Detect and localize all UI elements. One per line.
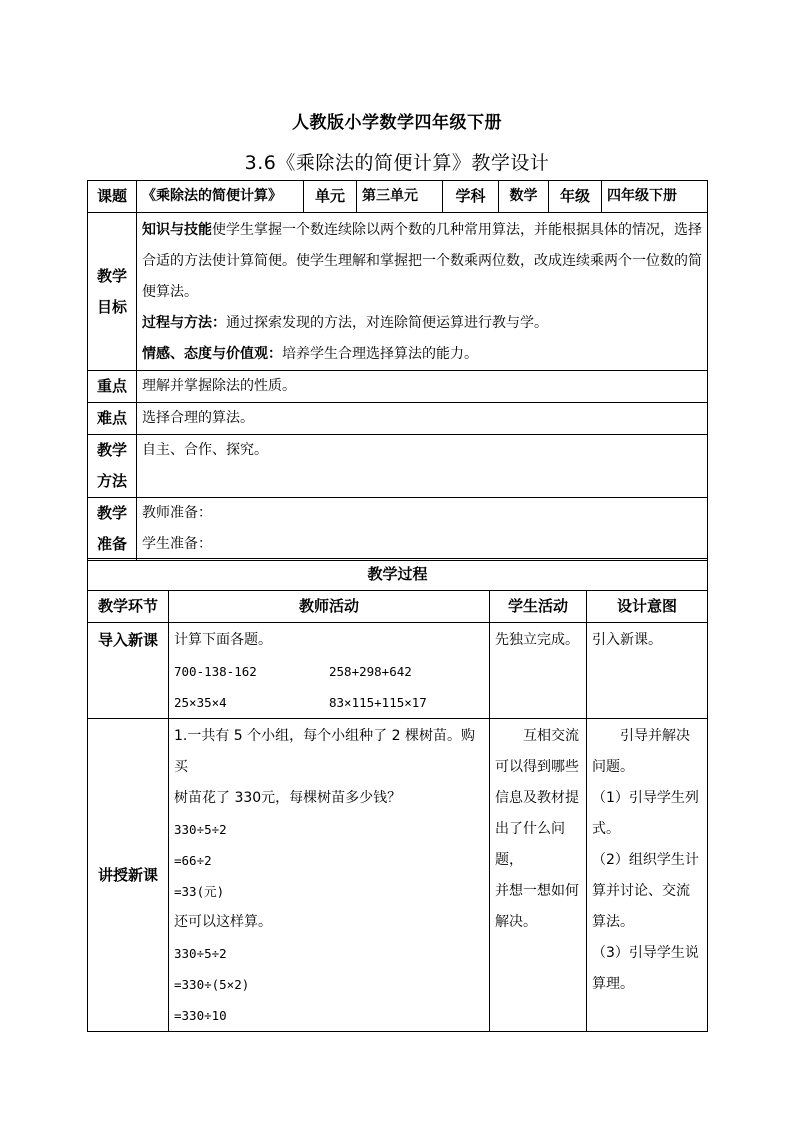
intro-teacher-activity: [169, 623, 490, 719]
lecture-teacher-line: 1.一共有 5 个小组，每个小组种了 2 棵树苗。购买: [174, 728, 475, 775]
goals-label: 教学 目标: [88, 213, 137, 371]
method-row: [88, 435, 708, 498]
lecture-intent-line: （1）引导学生列: [592, 790, 699, 806]
key-point-row: [88, 371, 708, 403]
intro-intent: 引入新课。: [587, 623, 708, 719]
difficulty-row: [88, 403, 708, 435]
lecture-student-line: 并想一想如何: [495, 883, 579, 899]
lecture-teacher-activity: [169, 719, 490, 1032]
lesson-info-table: [87, 180, 708, 561]
goals-row: [88, 213, 708, 371]
key-point-text: 理解并掌握除法的性质。: [137, 371, 708, 403]
subject-label: 学科: [443, 181, 499, 213]
header-row: [88, 181, 708, 213]
lecture-intent-line: 式。: [592, 821, 620, 837]
col-teacher-header: 教师活动: [169, 591, 490, 623]
lecture-row: [88, 719, 708, 1032]
col-stage-header: 教学环节: [88, 591, 169, 623]
lecture-intent-line: 算法。: [592, 914, 634, 930]
intro-expr-row-1: 700-138-162 258+298+642: [174, 664, 412, 679]
teacher-prep: 教师准备：: [142, 505, 212, 521]
lecture-teacher-line: =33(元): [174, 884, 225, 899]
document-title: 人教版小学数学四年级下册: [292, 113, 502, 133]
lecture-student-activity: [490, 719, 587, 1032]
lecture-student-line: 出了什么问题，: [495, 821, 565, 868]
lecture-teacher-line: 330÷5÷2: [174, 946, 227, 961]
method-text: 自主、合作、探究。: [137, 435, 708, 498]
goals-content: [137, 213, 708, 371]
topic-value: 《乘除法的简便计算》: [137, 181, 304, 213]
unit-value: 第三单元: [357, 181, 443, 213]
process-goal: 过程与方法：通过探索发现的方法，对连除简便运算进行教与学。: [142, 315, 548, 331]
grade-label: 年级: [549, 181, 602, 213]
grade-value: 四年级下册: [602, 181, 708, 213]
lecture-student-line: 解决。: [495, 914, 537, 930]
lecture-teacher-line: =330÷(5×2): [174, 977, 250, 992]
process-section-title: 教学过程: [88, 559, 708, 591]
difficulty-text: 选择合理的算法。: [137, 403, 708, 435]
col-student-header: 学生活动: [490, 591, 587, 623]
lecture-stage: 讲授新课: [88, 719, 169, 1032]
difficulty-label: 难点: [88, 403, 137, 435]
lecture-teacher-line: 树苗花了 330元，每棵树苗多少钱？: [174, 790, 402, 806]
col-intent-header: 设计意图: [587, 591, 708, 623]
knowledge-goal: 知识与技能使学生掌握一个数连续除以两个数的几种常用算法，并能根据具体的情况，选择合适的方法使计算简便。使学生理解和掌握把一个数乘两位数，改成连续乘两个一位数的简便算法。: [142, 222, 702, 300]
topic-label: 课题: [88, 181, 137, 213]
lecture-intent-line: （2）组织学生计: [592, 852, 699, 868]
process-header-row: [88, 591, 708, 623]
intro-student-activity: 先独立完成。: [490, 623, 587, 719]
intro-row: [88, 623, 708, 719]
lecture-intent-line: （3）引导学生说: [592, 945, 699, 961]
prep-row: [88, 498, 708, 561]
lecture-intent-line: 算理。: [592, 976, 634, 992]
document-subtitle: 3.6《乘除法的简便计算》教学设计: [244, 152, 550, 174]
student-prep: 学生准备：: [142, 536, 212, 552]
intro-stage: 导入新课: [88, 623, 169, 719]
key-point-label: 重点: [88, 371, 137, 403]
intro-instruction: 计算下面各题。: [174, 632, 272, 648]
lecture-intent-line: 算并讨论、交流: [592, 883, 690, 899]
lecture-student-line: 信息及教材提: [495, 790, 579, 806]
lecture-teacher-line: =330÷10: [174, 1008, 227, 1023]
unit-label: 单元: [304, 181, 357, 213]
teaching-process-table: [87, 558, 708, 1032]
lecture-intent-line: 引导并解决: [620, 728, 690, 744]
lecture-teacher-line: 330÷5÷2: [174, 822, 227, 837]
subject-value: 数学: [499, 181, 549, 213]
prep-label: 教学 准备: [88, 498, 137, 561]
lecture-teacher-line: =66÷2: [174, 853, 212, 868]
process-title-row: [88, 559, 708, 591]
lecture-student-line: 互相交流: [523, 728, 579, 744]
method-label: 教学 方法: [88, 435, 137, 498]
lecture-teacher-line: 还可以这样算。: [174, 914, 272, 930]
lecture-student-line: 可以得到哪些: [495, 759, 579, 775]
prep-content: [137, 498, 708, 561]
emotion-goal: 情感、态度与价值观：培养学生合理选择算法的能力。: [142, 346, 478, 362]
lecture-intent: [587, 719, 708, 1032]
intro-expr-row-2: 25×35×4 83×115+115×17: [174, 695, 427, 710]
lecture-intent-line: 问题。: [592, 759, 634, 775]
